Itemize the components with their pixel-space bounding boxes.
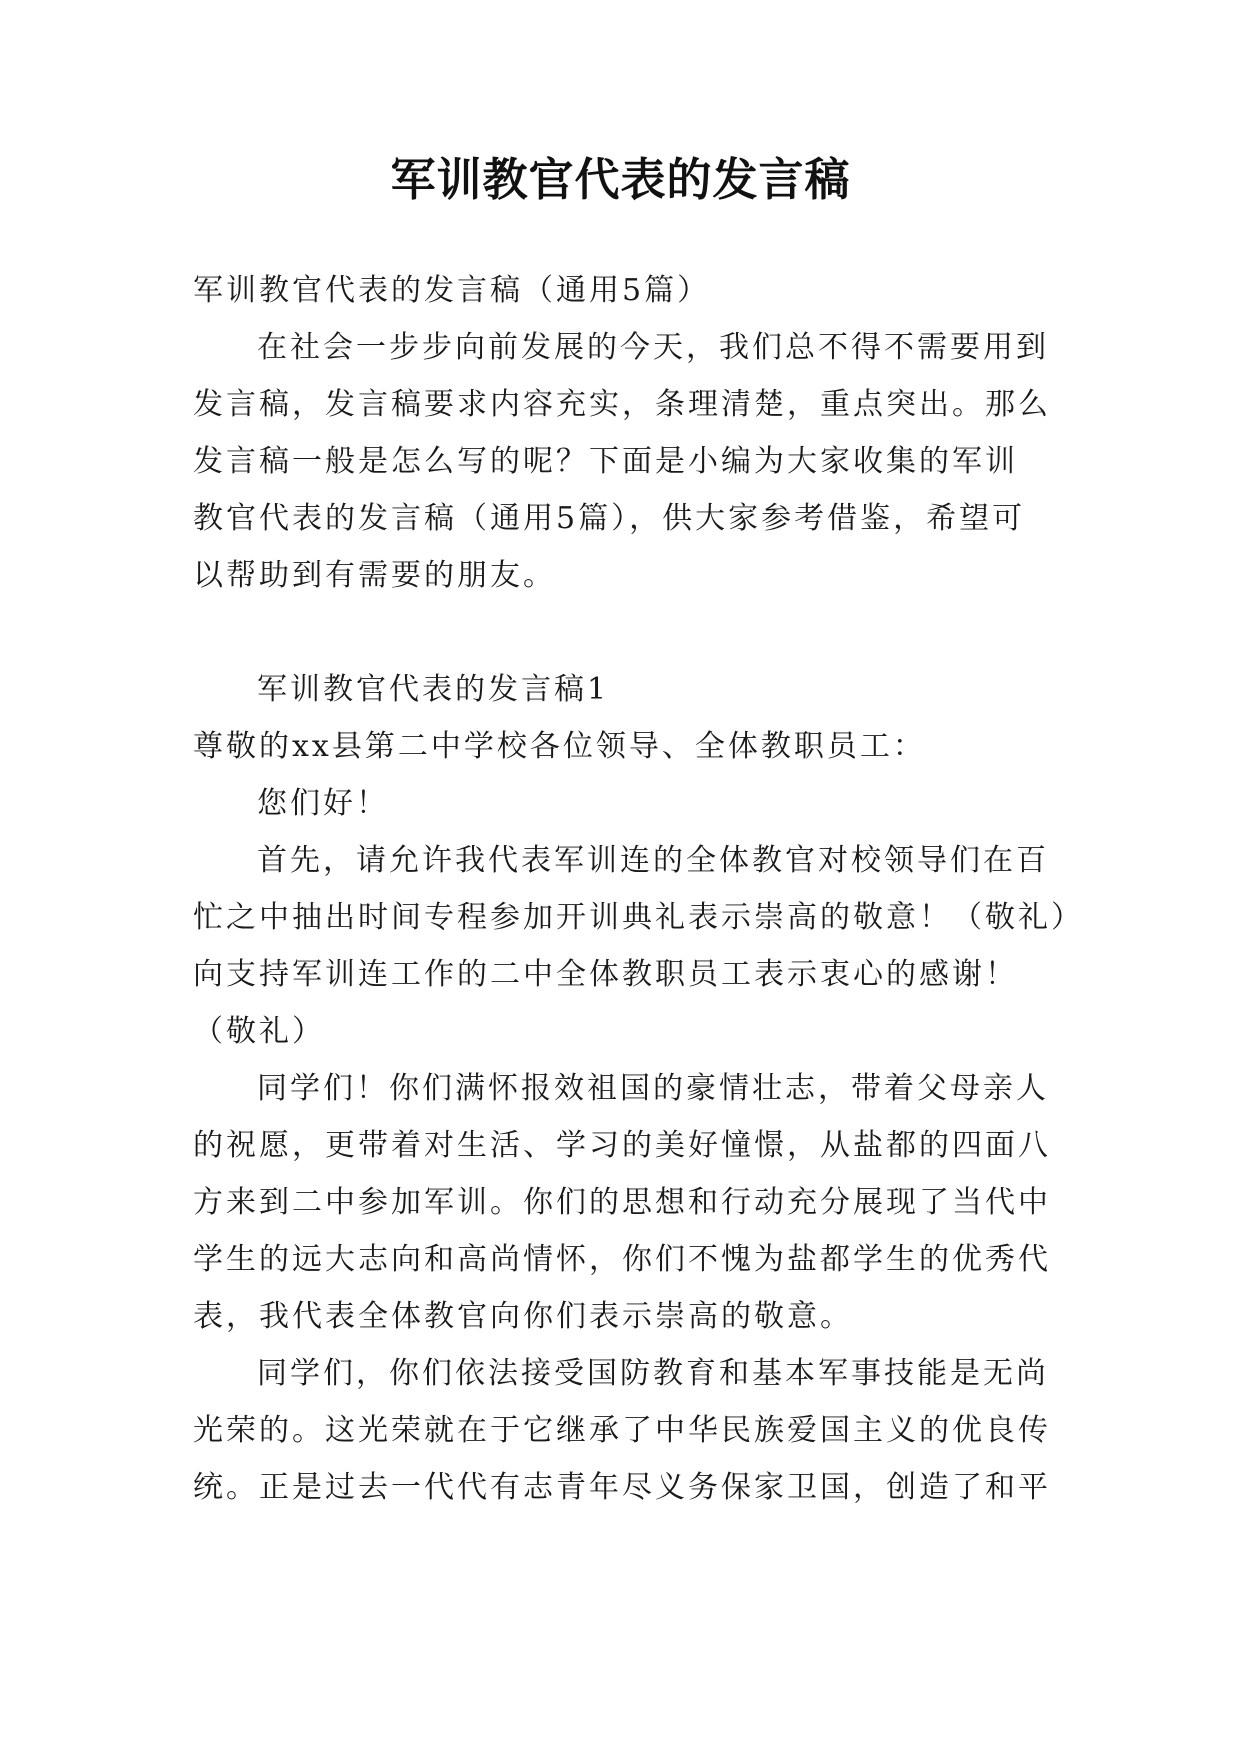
paragraph-line: 忙之中抽出时间专程参加开训典礼表示崇高的敬意！（敬礼） (193, 900, 1084, 935)
greeting-line: 您们好！ (257, 786, 389, 821)
paragraph-line: 统。正是过去一代代有志青年尽义务保家卫国，创造了和平 (193, 1470, 1051, 1505)
paragraph-line: （敬礼） (193, 1014, 325, 1049)
paragraph-line: 的祝愿，更带着对生活、学习的美好憧憬，从盐都的四面八 (193, 1128, 1051, 1163)
paragraph-line: 发言稿，发言稿要求内容充实，条理清楚，重点突出。那么 (193, 387, 1051, 422)
paragraph-line: 教官代表的发言稿（通用5篇），供大家参考借鉴，希望可 (193, 501, 1026, 536)
blank-line (193, 604, 1078, 661)
paragraph-line: 以帮助到有需要的朋友。 (193, 558, 556, 593)
paragraph-line: 首先，请允许我代表军训连的全体教官对校领导们在百 (257, 843, 1049, 878)
paragraph-line: 向支持军训连工作的二中全体教职员工表示衷心的感谢！ (193, 957, 1018, 992)
salutation-line: 尊敬的xx县第二中学校各位领导、全体教职员工： (193, 729, 926, 764)
subtitle-line: 军训教官代表的发言稿（通用5篇） (193, 273, 711, 308)
paragraph-line: 在社会一步步向前发展的今天，我们总不得不需要用到 (257, 330, 1049, 365)
paragraph-line: 发言稿一般是怎么写的呢？下面是小编为大家收集的军训 (193, 444, 1018, 479)
paragraph-line: 方来到二中参加军训。你们的思想和行动充分展现了当代中 (193, 1185, 1051, 1220)
document-title: 军训教官代表的发言稿 (390, 153, 851, 206)
paragraph-line: 学生的远大志向和高尚情怀，你们不愧为盐都学生的优秀代 (193, 1242, 1051, 1277)
document-body (193, 262, 1084, 1516)
paragraph-line: 同学们！你们满怀报效祖国的豪情壮志，带着父母亲人 (257, 1071, 1049, 1106)
paragraph-line: 表，我代表全体教官向你们表示崇高的敬意。 (193, 1299, 853, 1334)
paragraph-line: 同学们，你们依法接受国防教育和基本军事技能是无尚 (257, 1356, 1049, 1391)
paragraph-line: 光荣的。这光荣就在于它继承了中华民族爱国主义的优良传 (193, 1413, 1051, 1448)
section-heading: 军训教官代表的发言稿1 (257, 672, 610, 707)
